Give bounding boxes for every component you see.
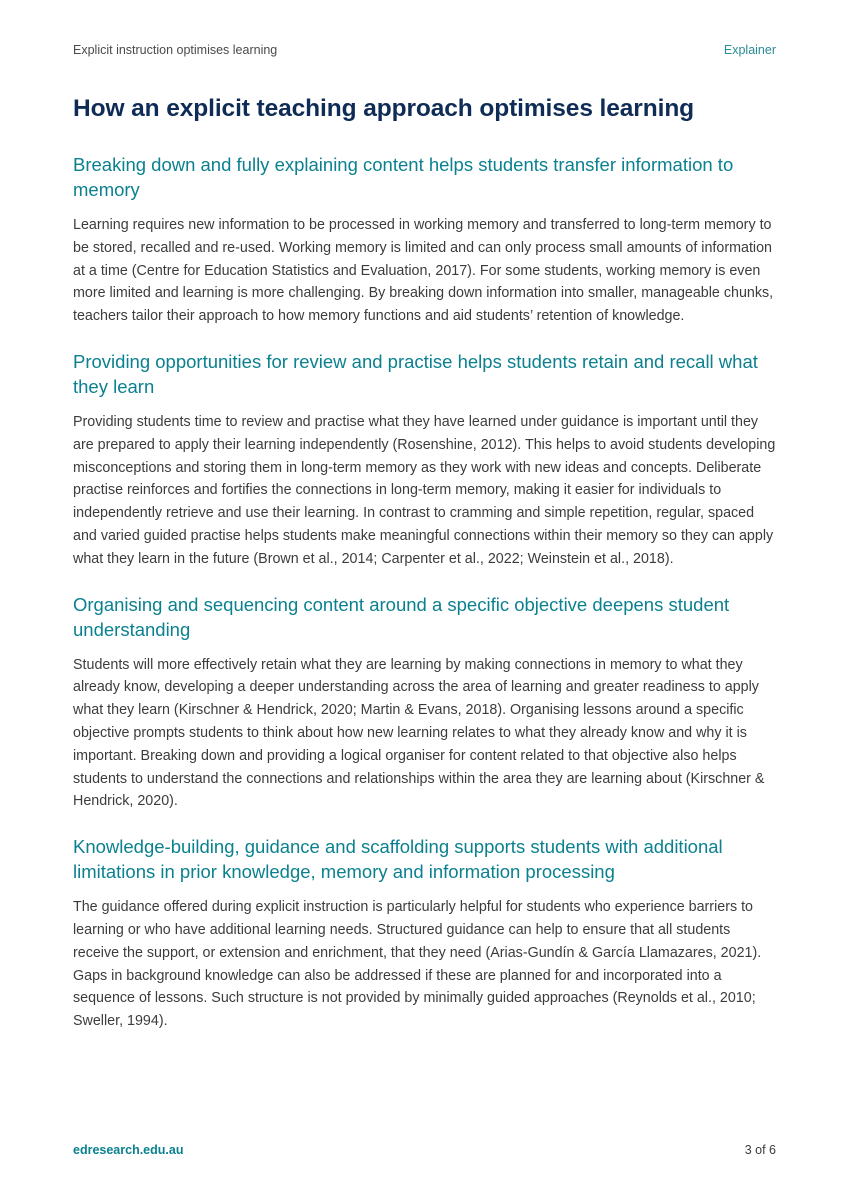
section-paragraph: Students will more effectively retain what they are learning by making connections in memory to what they already know, developing a deeper understanding across the area of learning and greater readiness to apply what they learn (Kirschner & Hendrick, 2020; Martin & Evans, 2018). Organising lessons around a specific objective prompts students to think about how new learning relates to what they already know and why it is important. Breaking down and providing a logical organiser for content related to that objective also helps students to understand the connections and relationships within the area they are learning about (Kirschner & Hendrick, 2020).	[73, 656, 765, 810]
document-type-label: Explainer	[723, 43, 776, 57]
section-breaking-down-content	[73, 152, 776, 328]
section-paragraph: Learning requires new information to be processed in working memory and transferred to long-term memory to be stored, recalled and re-used. Working memory is limited and can only process small amounts of information at a time (Centre for Education Statistics and Evaluation, 2017). For some students, working memory is even more limited and learning is more challenging. By breaking down information into smaller, manageable chunks, teachers tailor their approach to how memory functions and aid students’ retention of knowledge.	[73, 217, 774, 325]
section-review-and-practise	[73, 349, 776, 571]
section-heading: Knowledge-building, guidance and scaffolding supports students with additional limitations in prior knowledge, memory and information processing	[73, 836, 723, 883]
section-knowledge-building	[73, 834, 776, 1033]
section-organising-and-sequencing	[73, 592, 776, 814]
section-paragraph: The guidance offered during explicit instruction is particularly helpful for students who experience barriers to learning or who have additional learning needs. Structured guidance can help to ensure that all students receive the support, or extension and enrichment, that they need (Arias-Gundín & García Llamazares, 2021). Gaps in background knowledge can also be addressed if these are planned for and incorporated into a sequence of lessons. Such structure is not provided by minimally guided approaches (Reynolds et al., 2010; Sweller, 1994).	[73, 899, 762, 1030]
page-footer	[73, 1141, 776, 1159]
page-title: How an explicit teaching approach optimises learning	[73, 95, 695, 122]
document-short-title: Explicit instruction optimises learning	[73, 43, 278, 57]
running-header	[73, 41, 776, 59]
main-content	[73, 92, 776, 1033]
section-heading: Organising and sequencing content around a specific objective deepens student understanding	[73, 593, 730, 640]
section-heading: Providing opportunities for review and practise helps students retain and recall what they learn	[73, 350, 758, 397]
page-number: 3 of 6	[744, 1143, 776, 1157]
site-url-link[interactable]: edresearch.edu.au	[73, 1143, 184, 1157]
section-heading: Breaking down and fully explaining content helps students transfer information to memory	[73, 154, 734, 200]
section-paragraph: Providing students time to review and practise what they have learned under guidance is important until they are prepared to apply their learning independently (Rosenshine, 2012). This helps to avoid students developing misconceptions and storing them in long-term memory as they work with new ideas and concepts. Deliberate practise reinforces and fortifies the connections in long-term memory, making it easier for individuals to independently retrieve and use their learning. In contrast to cramming and simple repetition, regular, spaced and varied guided practise helps students make meaningful connections within their memory so they can apply what they learn in the future (Brown et al., 2014; Carpenter et al., 2022; Weinstein et al., 2018).	[73, 413, 776, 567]
